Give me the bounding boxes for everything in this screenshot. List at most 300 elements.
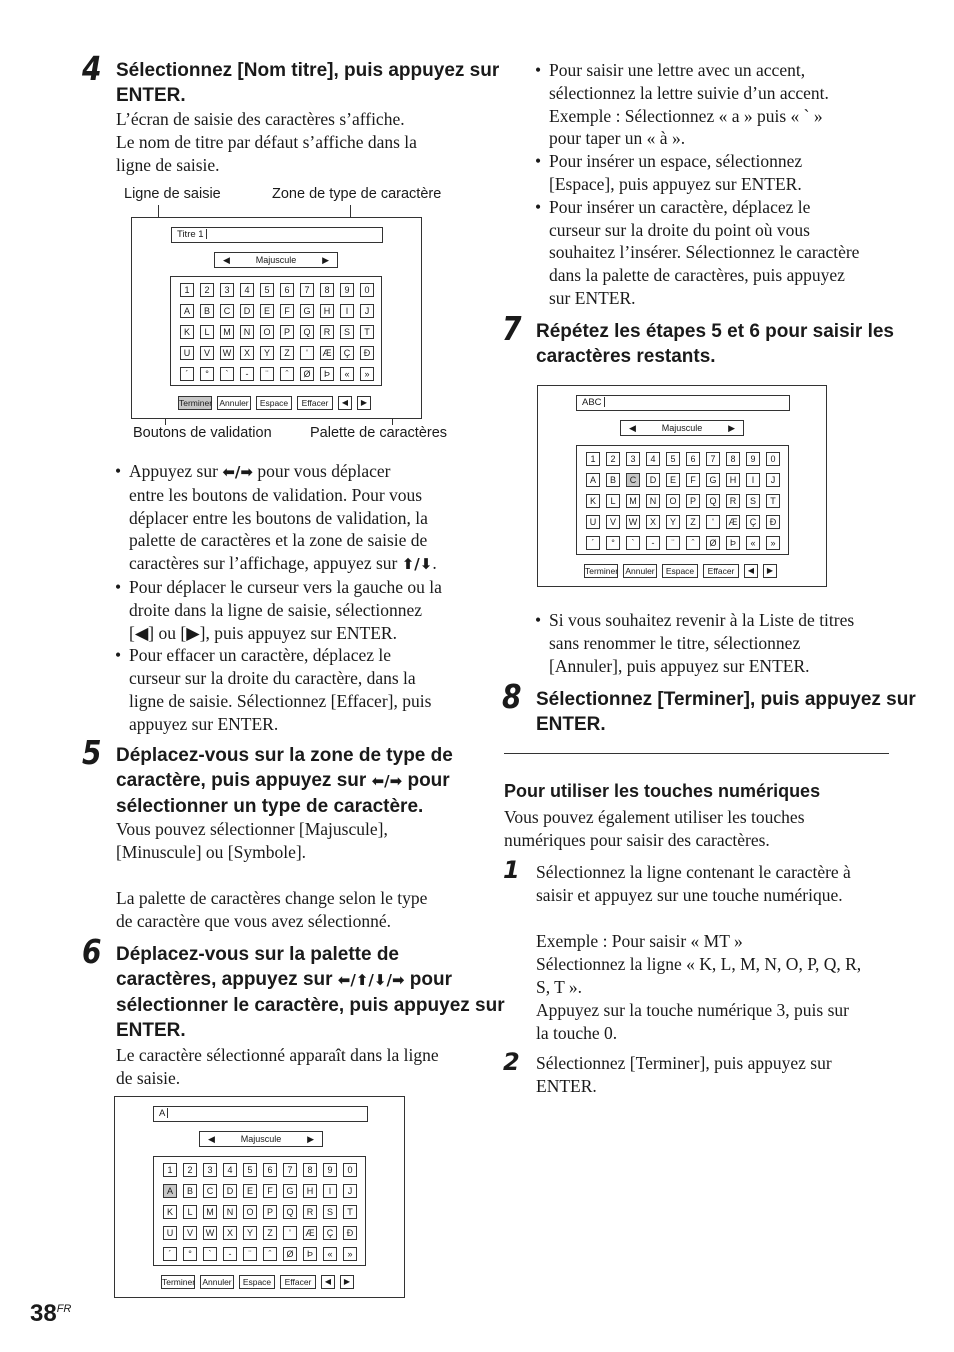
palette-key[interactable]: 9 xyxy=(746,452,760,466)
palette-key[interactable]: 3 xyxy=(626,452,640,466)
palette-key[interactable]: N xyxy=(646,494,660,508)
right-arrow-icon[interactable]: ▶ xyxy=(322,255,329,265)
text-line: numériques pour saisir des caractères. xyxy=(504,830,770,850)
cursor-right-button[interactable]: ▶ xyxy=(763,564,777,578)
text-line: • Pour saisir une lettre avec un accent, xyxy=(549,60,806,80)
palette-key[interactable]: V xyxy=(606,515,620,529)
palette-key[interactable]: - xyxy=(646,536,660,550)
palette-key[interactable]: W xyxy=(220,346,234,360)
text-line: Vous pouvez sélectionner [Majuscule], xyxy=(116,819,388,839)
text-span: pour xyxy=(404,969,453,990)
palette-key[interactable]: P xyxy=(686,494,700,508)
palette-key[interactable]: O xyxy=(260,325,274,339)
palette-key[interactable]: K xyxy=(586,494,600,508)
palette-key[interactable]: X xyxy=(646,515,660,529)
palette-key[interactable]: 8 xyxy=(320,283,334,297)
palette-key[interactable]: Æ xyxy=(726,515,740,529)
input-line xyxy=(171,227,383,243)
text-line: Exemple : Pour saisir « MT » xyxy=(536,931,743,951)
palette-key[interactable]: 7 xyxy=(706,452,720,466)
text-line: • Pour insérer un caractère, déplacez le xyxy=(549,196,811,217)
palette-key[interactable]: L xyxy=(183,1205,197,1219)
palette-key[interactable]: 7 xyxy=(283,1163,297,1177)
palette-key[interactable]: ' xyxy=(706,515,720,529)
char-type-zone[interactable] xyxy=(199,1131,323,1147)
label-input-line: Ligne de saisie xyxy=(124,186,221,202)
palette-key[interactable]: 2 xyxy=(200,283,214,297)
numeric-keys-intro xyxy=(504,806,805,852)
palette-key[interactable]: Q xyxy=(300,325,314,339)
step-7-title xyxy=(536,319,894,369)
bullet-item xyxy=(535,150,905,196)
step-8-title xyxy=(536,687,916,737)
palette-key[interactable]: E xyxy=(260,304,274,318)
effacer-button[interactable]: Effacer xyxy=(703,564,739,578)
palette-key[interactable]: 6 xyxy=(686,452,700,466)
cursor-right-button[interactable]: ▶ xyxy=(340,1275,354,1289)
palette-key[interactable]: O xyxy=(666,494,680,508)
palette-key[interactable]: Æ xyxy=(303,1226,317,1240)
palette-key[interactable]: Ç xyxy=(746,515,760,529)
palette-key[interactable]: C xyxy=(626,473,640,487)
palette-key[interactable]: ` xyxy=(626,536,640,550)
step-8-number: 8 xyxy=(502,677,522,716)
bullet-item xyxy=(115,576,475,644)
palette-key[interactable]: 2 xyxy=(606,452,620,466)
palette-key[interactable]: ¨ xyxy=(243,1247,257,1261)
palette-key[interactable]: C xyxy=(220,304,234,318)
char-palette xyxy=(153,1156,366,1266)
text-line: • Pour déplacer le curseur vers la gauche ou la xyxy=(129,576,442,597)
effacer-button[interactable]: Effacer xyxy=(297,396,333,410)
char-type-label: Majuscule xyxy=(240,1134,282,1144)
palette-key[interactable]: ` xyxy=(203,1247,217,1261)
input-line-text: A xyxy=(159,1108,166,1119)
text-cursor xyxy=(206,229,207,239)
palette-key[interactable]: L xyxy=(200,325,214,339)
palette-key[interactable]: 2 xyxy=(183,1163,197,1177)
palette-key[interactable]: H xyxy=(303,1184,317,1198)
palette-key[interactable]: K xyxy=(180,325,194,339)
left-right-arrow-icon: ⬅/➡ xyxy=(222,463,253,481)
palette-key[interactable]: Þ xyxy=(726,536,740,550)
input-screen-1 xyxy=(131,217,422,419)
input-screen-2 xyxy=(537,385,827,587)
palette-key[interactable]: 3 xyxy=(220,283,234,297)
char-type-label: Majuscule xyxy=(661,423,703,433)
text-line: Sélectionnez la ligne « K, L, M, N, O, P, Q, R, xyxy=(536,954,862,974)
palette-key[interactable]: I xyxy=(323,1184,337,1198)
text-span: Appuyez sur xyxy=(129,461,223,481)
text-line: sur ENTER. xyxy=(549,287,636,308)
left-bullet-list xyxy=(115,460,475,736)
palette-key[interactable]: ' xyxy=(300,346,314,360)
text-line: entre les boutons de validation. Pour vous xyxy=(129,484,423,505)
espace-button[interactable]: Espace xyxy=(256,396,292,410)
text-line: la touche 0. xyxy=(536,1023,618,1043)
text-line: La palette de caractères change selon le type xyxy=(116,888,428,908)
palette-key[interactable]: 1 xyxy=(586,452,600,466)
step-6-description xyxy=(116,1044,439,1090)
palette-key[interactable]: « xyxy=(340,367,354,381)
palette-key[interactable]: F xyxy=(280,304,294,318)
text-line: [Minuscule] ou [Symbole]. xyxy=(116,842,307,862)
spacer xyxy=(536,907,861,930)
palette-key[interactable]: Þ xyxy=(303,1247,317,1261)
bullet-item xyxy=(535,59,905,150)
palette-key[interactable]: N xyxy=(223,1205,237,1219)
step-5-number: 5 xyxy=(82,733,102,772)
palette-key[interactable]: H xyxy=(320,304,334,318)
palette-key[interactable]: 0 xyxy=(343,1163,357,1177)
palette-key[interactable]: V xyxy=(200,346,214,360)
right-arrow-icon[interactable]: ▶ xyxy=(307,1134,314,1144)
text-line: curseur sur la droite du caractère, dans la xyxy=(129,668,416,689)
palette-key[interactable]: 4 xyxy=(646,452,660,466)
bullet-item xyxy=(535,609,905,677)
palette-key[interactable]: Ø xyxy=(300,367,314,381)
palette-key[interactable]: X xyxy=(240,346,254,360)
palette-key[interactable]: 7 xyxy=(300,283,314,297)
palette-key[interactable]: - xyxy=(240,367,254,381)
cursor-left-button[interactable]: ◀ xyxy=(338,396,352,410)
text-line: ligne de saisie. Sélectionnez [Effacer], puis xyxy=(129,690,432,711)
numeric-step-1-text xyxy=(536,861,861,1045)
palette-key[interactable]: Z xyxy=(686,515,700,529)
palette-key[interactable]: Z xyxy=(263,1226,277,1240)
text-line: Exemple : Sélectionnez « a » puis « ` » xyxy=(549,105,823,126)
palette-key[interactable]: X xyxy=(223,1226,237,1240)
palette-key[interactable]: 0 xyxy=(766,452,780,466)
left-arrow-icon[interactable]: ◀ xyxy=(208,1134,215,1144)
label-char-type-zone: Zone de type de caractère xyxy=(272,186,442,202)
palette-key[interactable]: » xyxy=(766,536,780,550)
step-7-title-line: caractères restants. xyxy=(536,346,716,367)
text-line: sans renommer le titre, sélectionnez xyxy=(549,632,801,653)
palette-key[interactable]: T xyxy=(766,494,780,508)
text-line: droite dans la ligne de saisie, sélectionnez xyxy=(129,599,423,620)
palette-key[interactable]: ° xyxy=(183,1247,197,1261)
input-line xyxy=(153,1106,368,1122)
four-way-arrow-icon: ⬅/⬆/⬇/➡ xyxy=(337,971,405,989)
right-arrow-icon[interactable]: ▶ xyxy=(728,423,735,433)
palette-key[interactable]: I xyxy=(746,473,760,487)
palette-key[interactable]: « xyxy=(323,1247,337,1261)
text-span: pour xyxy=(402,770,450,791)
palette-key[interactable]: 8 xyxy=(726,452,740,466)
palette-key[interactable]: P xyxy=(263,1205,277,1219)
step-6-title-line: ENTER. xyxy=(116,1020,186,1041)
palette-key[interactable]: T xyxy=(360,325,374,339)
palette-key[interactable]: E xyxy=(243,1184,257,1198)
bullet-item xyxy=(115,460,475,576)
left-arrow-icon[interactable]: ◀ xyxy=(629,423,636,433)
palette-key[interactable]: ¨ xyxy=(666,536,680,550)
palette-key[interactable]: 9 xyxy=(340,283,354,297)
palette-key[interactable]: B xyxy=(606,473,620,487)
text-span: pour vous déplacer xyxy=(252,461,391,481)
step-6-title-line: sélectionner le caractère, puis appuyez sur xyxy=(116,995,505,1016)
text-line: [Annuler], puis appuyez sur ENTER. xyxy=(549,655,810,676)
palette-key[interactable]: D xyxy=(646,473,660,487)
palette-key[interactable]: D xyxy=(240,304,254,318)
text-cursor xyxy=(167,1108,168,1118)
text-line: • Pour effacer un caractère, déplacez le xyxy=(129,645,391,666)
text-line: appuyez sur ENTER. xyxy=(129,713,279,734)
palette-key[interactable]: P xyxy=(280,325,294,339)
step-4-title-line: Sélectionnez [Nom titre], puis appuyez sur xyxy=(116,60,500,81)
char-type-label: Majuscule xyxy=(255,255,297,265)
terminer-button[interactable]: Terminer xyxy=(162,1277,196,1287)
palette-key[interactable]: K xyxy=(163,1205,177,1219)
text-line: palette de caractères et la zone de saisie de xyxy=(129,530,428,551)
palette-key[interactable]: M xyxy=(203,1205,217,1219)
palette-key[interactable]: D xyxy=(223,1184,237,1198)
palette-key[interactable]: ` xyxy=(220,367,234,381)
text-cursor xyxy=(604,397,605,407)
palette-key[interactable]: M xyxy=(220,325,234,339)
page-number-value: 38 xyxy=(30,1300,57,1327)
palette-key[interactable]: L xyxy=(606,494,620,508)
palette-key[interactable]: Z xyxy=(280,346,294,360)
palette-key[interactable]: » xyxy=(360,367,374,381)
text-line: • Si vous souhaitez revenir à la Liste de titres xyxy=(549,610,855,630)
step-4-title-line: ENTER. xyxy=(116,85,186,106)
palette-key[interactable]: H xyxy=(726,473,740,487)
palette-key[interactable]: 6 xyxy=(280,283,294,297)
text-line: S, T ». xyxy=(536,977,583,997)
terminer-button[interactable]: Terminer xyxy=(179,398,213,408)
text-line: • Pour insérer un espace, sélectionnez xyxy=(549,151,803,172)
page-number xyxy=(30,1300,71,1328)
palette-key[interactable]: ´ xyxy=(180,367,194,381)
palette-key[interactable]: B xyxy=(200,304,214,318)
char-type-zone[interactable] xyxy=(620,420,744,436)
text-line: déplacer entre les boutons de validation, la xyxy=(129,507,428,528)
palette-key[interactable]: Q xyxy=(706,494,720,508)
palette-key[interactable]: ˆ xyxy=(280,367,294,381)
palette-key[interactable]: ¨ xyxy=(260,367,274,381)
palette-key[interactable]: Ø xyxy=(283,1247,297,1261)
palette-key[interactable]: 9 xyxy=(323,1163,337,1177)
palette-key[interactable]: W xyxy=(203,1226,217,1240)
palette-key[interactable]: 5 xyxy=(666,452,680,466)
palette-key[interactable]: 1 xyxy=(163,1163,177,1177)
label-char-palette: Palette de caractères xyxy=(310,425,448,441)
text-line: [◀] ou [▶], puis appuyez sur ENTER. xyxy=(129,622,397,643)
palette-key[interactable]: 8 xyxy=(303,1163,317,1177)
palette-key[interactable]: ' xyxy=(283,1226,297,1240)
step-5-title xyxy=(116,743,453,819)
palette-key[interactable]: A xyxy=(180,304,194,318)
palette-key[interactable]: Ç xyxy=(323,1226,337,1240)
step-4-description xyxy=(116,108,417,177)
numeric-step-2-text xyxy=(536,1052,832,1098)
palette-key[interactable]: S xyxy=(746,494,760,508)
cursor-right-button[interactable]: ▶ xyxy=(357,396,371,410)
palette-key[interactable]: R xyxy=(303,1205,317,1219)
text-line: dans la palette de caractères, puis appuyez xyxy=(549,265,845,286)
palette-key[interactable]: ´ xyxy=(586,536,600,550)
palette-key[interactable]: G xyxy=(300,304,314,318)
palette-key[interactable]: ° xyxy=(200,367,214,381)
palette-key[interactable]: Đ xyxy=(766,515,780,529)
numeric-keys-heading: Pour utiliser les touches numériques xyxy=(504,781,821,801)
text-line: de saisie. xyxy=(116,1068,181,1088)
palette-key[interactable]: Đ xyxy=(343,1226,357,1240)
bullet-item xyxy=(535,196,905,310)
text-line: Vous pouvez également utiliser les touches xyxy=(504,807,805,827)
spacer xyxy=(116,864,427,887)
step-5-title-line: sélectionner un type de caractère. xyxy=(116,796,424,817)
input-line-text: Titre 1 xyxy=(177,229,204,240)
text-line: ENTER. xyxy=(536,1076,597,1096)
left-right-arrow-icon: ⬅/➡ xyxy=(371,772,403,790)
palette-key[interactable]: V xyxy=(183,1226,197,1240)
annuler-button[interactable]: Annuler xyxy=(217,396,251,410)
palette-key[interactable]: T xyxy=(343,1205,357,1219)
effacer-button[interactable]: Effacer xyxy=(280,1275,316,1289)
espace-button[interactable]: Espace xyxy=(239,1275,275,1289)
palette-key[interactable]: Y xyxy=(666,515,680,529)
text-span: caractères sur l’affichage, appuyez sur xyxy=(129,553,402,574)
text-span: caractères, appuyez sur xyxy=(116,969,338,990)
text-line: souhaitez l’insérer. Sélectionnez le caractère xyxy=(549,242,860,263)
palette-key[interactable]: I xyxy=(340,304,354,318)
step-4-number: 4 xyxy=(82,49,102,88)
palette-key[interactable]: Ø xyxy=(706,536,720,550)
section-divider xyxy=(504,753,889,754)
step-8-title-line: ENTER. xyxy=(536,714,606,735)
palette-key[interactable]: Q xyxy=(283,1205,297,1219)
palette-key[interactable]: ˆ xyxy=(686,536,700,550)
palette-key[interactable]: M xyxy=(626,494,640,508)
input-line xyxy=(576,395,790,411)
text-line: Le nom de titre par défaut s’affiche dans la xyxy=(116,132,417,152)
palette-key[interactable]: 0 xyxy=(360,283,374,297)
label-validation-buttons: Boutons de validation xyxy=(133,425,272,441)
palette-key[interactable]: B xyxy=(183,1184,197,1198)
palette-key[interactable]: F xyxy=(263,1184,277,1198)
palette-key[interactable]: R xyxy=(726,494,740,508)
palette-key[interactable]: Æ xyxy=(320,346,334,360)
cursor-left-button[interactable]: ◀ xyxy=(321,1275,335,1289)
palette-key[interactable]: ´ xyxy=(163,1247,177,1261)
char-palette xyxy=(170,276,382,386)
text-line: [Espace], puis appuyez sur ENTER. xyxy=(549,173,802,194)
text-line: saisir et appuyez sur une touche numérique. xyxy=(536,885,843,905)
palette-key[interactable]: F xyxy=(686,473,700,487)
text-line: L’écran de saisie des caractères s’affiche. xyxy=(116,109,405,129)
step-7-number: 7 xyxy=(502,309,522,348)
step-4-title xyxy=(116,58,499,108)
text-line: pour taper un « à ». xyxy=(549,128,686,149)
palette-key[interactable]: Y xyxy=(243,1226,257,1240)
step-5-title-line: Déplacez-vous sur la zone de type de xyxy=(116,745,453,766)
palette-key[interactable]: 3 xyxy=(203,1163,217,1177)
palette-key[interactable]: Þ xyxy=(320,367,334,381)
palette-key[interactable]: J xyxy=(766,473,780,487)
input-screen-3 xyxy=(114,1096,405,1298)
step-6-number: 6 xyxy=(82,932,102,971)
palette-key[interactable]: S xyxy=(340,325,354,339)
text-line: curseur sur la droite du point où vous xyxy=(549,219,810,240)
terminer-button[interactable]: Terminer xyxy=(585,566,619,576)
char-palette xyxy=(576,445,789,555)
page-lang: FR xyxy=(56,1303,72,1315)
up-down-arrow-icon: ⬆/⬇ xyxy=(401,555,433,574)
text-line: sélectionnez la lettre suivie d’un accent. xyxy=(549,82,829,103)
left-arrow-icon[interactable]: ◀ xyxy=(223,255,230,265)
text-line: ligne de saisie. xyxy=(116,155,220,175)
palette-key[interactable]: G xyxy=(706,473,720,487)
palette-key[interactable]: « xyxy=(746,536,760,550)
annuler-button[interactable]: Annuler xyxy=(623,564,657,578)
palette-key[interactable]: U xyxy=(180,346,194,360)
palette-key[interactable]: S xyxy=(323,1205,337,1219)
palette-key[interactable]: 1 xyxy=(180,283,194,297)
palette-key[interactable]: E xyxy=(666,473,680,487)
step-7-title-line: Répétez les étapes 5 et 6 pour saisir les xyxy=(536,321,895,342)
palette-key[interactable]: C xyxy=(203,1184,217,1198)
text-line: Appuyez sur la touche numérique 3, puis sur xyxy=(536,1000,849,1020)
right-bullet-list xyxy=(535,59,905,310)
step-8-title-line: Sélectionnez [Terminer], puis appuyez sur xyxy=(536,689,916,710)
text-line: Le caractère sélectionné apparaît dans la ligne xyxy=(116,1045,439,1065)
palette-key[interactable]: W xyxy=(626,515,640,529)
palette-key[interactable]: U xyxy=(163,1226,177,1240)
text-line: Sélectionnez [Terminer], puis appuyez sur xyxy=(536,1053,832,1073)
palette-key[interactable]: A xyxy=(586,473,600,487)
palette-key[interactable]: Đ xyxy=(360,346,374,360)
palette-key[interactable]: O xyxy=(243,1205,257,1219)
palette-key[interactable]: 5 xyxy=(243,1163,257,1177)
palette-key[interactable]: ° xyxy=(606,536,620,550)
palette-key[interactable]: » xyxy=(343,1247,357,1261)
palette-key[interactable]: Y xyxy=(260,346,274,360)
annuler-button[interactable]: Annuler xyxy=(200,1275,234,1289)
palette-key[interactable]: R xyxy=(320,325,334,339)
text-span: caractère, puis appuyez sur xyxy=(116,770,372,791)
palette-key[interactable]: J xyxy=(360,304,374,318)
char-type-zone[interactable] xyxy=(214,252,338,268)
cursor-left-button[interactable]: ◀ xyxy=(744,564,758,578)
input-line-text: ABC xyxy=(582,397,602,408)
palette-key[interactable]: G xyxy=(283,1184,297,1198)
palette-key[interactable]: - xyxy=(223,1247,237,1261)
palette-key[interactable]: Ç xyxy=(340,346,354,360)
step-7-bullet-list xyxy=(535,609,905,677)
step-5-description xyxy=(116,818,427,933)
palette-key[interactable]: A xyxy=(163,1184,177,1198)
palette-key[interactable]: N xyxy=(240,325,254,339)
palette-key[interactable]: U xyxy=(586,515,600,529)
step-6-title xyxy=(116,942,505,1043)
palette-key[interactable]: 4 xyxy=(223,1163,237,1177)
text-span: . xyxy=(432,553,437,574)
numeric-step-2-number: 2 xyxy=(503,1048,520,1076)
espace-button[interactable]: Espace xyxy=(662,564,698,578)
palette-key[interactable]: ˆ xyxy=(263,1247,277,1261)
text-line: Sélectionnez la ligne contenant le caractère à xyxy=(536,862,851,882)
text-line: de caractère que vous avez sélectionné. xyxy=(116,911,391,931)
palette-key[interactable]: J xyxy=(343,1184,357,1198)
numeric-step-1-number: 1 xyxy=(503,856,520,884)
step-6-title-line: Déplacez-vous sur la palette de xyxy=(116,944,399,965)
palette-key[interactable]: 5 xyxy=(260,283,274,297)
palette-key[interactable]: 6 xyxy=(263,1163,277,1177)
palette-key[interactable]: 4 xyxy=(240,283,254,297)
